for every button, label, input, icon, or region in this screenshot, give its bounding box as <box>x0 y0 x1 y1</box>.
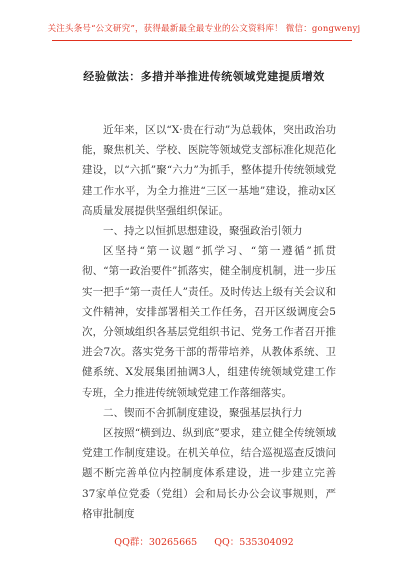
section-heading-1: 一、持之以恒抓思想建设，聚强政治引领力 <box>103 225 303 238</box>
header-banner: 关注头条号“公文研究”，获得最新最全最专业的公文资料库！ 微信：gongwenyj <box>47 24 361 34</box>
document-body <box>82 120 336 524</box>
section-1-paragraph: 区坚持“第一议题”抓学习、“第一遵循”抓贯彻、“第一政治要件”抓落实，健全制度机制，进一步压实一把手“第一责任人”责任。及时传达上级有关会议和文件精神，安排部署相关工作任务，召开区级调度会5次，分领域组织各基层党组织书记、党务工作者召开推进会7次。落实党务干部的帮带培养，从教体系统、卫健系统、X发展集团抽调3人，组建传统领域党建工作专班，全力推进传统领域党建工作落细落实。 <box>82 245 336 399</box>
section-heading-2: 二、锲而不舍抓制度建设，聚强基层执行力 <box>103 406 303 419</box>
footer-contact: QQ群：30265665 QQ：535304092 <box>114 537 294 548</box>
document-title: 经验做法：多措并举推进传统领域党建提质增效 <box>83 70 325 83</box>
header-divider <box>52 40 352 41</box>
section-2-paragraph: 区按照“横到边、纵到底”要求，建立健全传统领域党建工作制度建设。在机关单位，结合巡视巡查反馈问题不断完善单位内控制度体系建设，进一步建立完善37家单位党委（党组）会和局长办公会议事规则，严格审批制度 <box>82 427 336 520</box>
intro-paragraph: 近年来，区以“X·贵在行动”为总载体，突出政治功能，聚焦机关、学校、医院等领域党支部标准化规范化建设，以“六抓”聚“六力”为抓手，整体提升传统领域党建工作水平，为全力推进“三区一基地”建设，推动x区高质量发展提供坚强组织保证。 <box>82 124 336 217</box>
